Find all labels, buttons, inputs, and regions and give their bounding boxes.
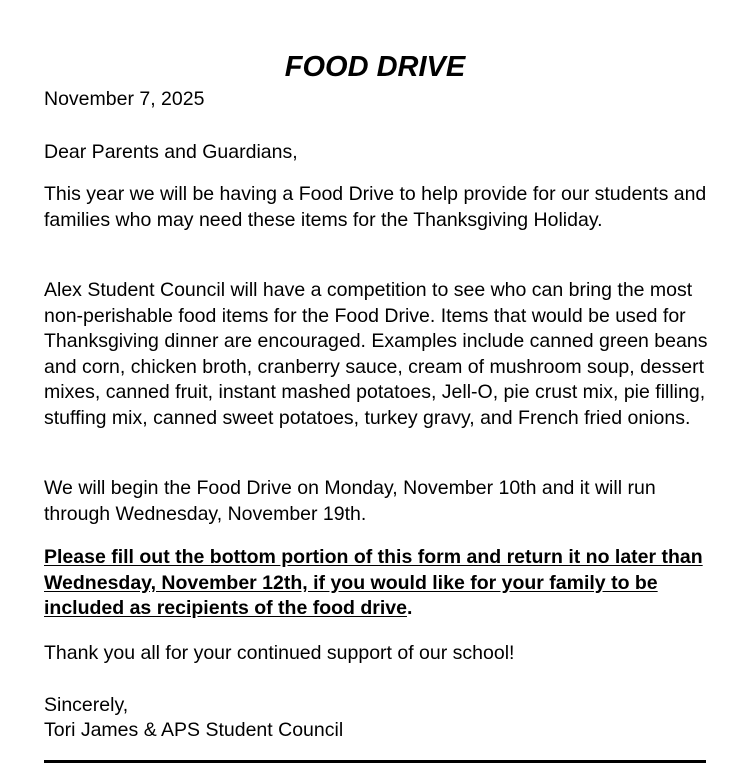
return-form-notice bbox=[44, 545, 709, 622]
paragraph-competition: Alex Student Council will have a competition to see who can bring the most non-perishable food items for the Food Drive. Items that would be used for Thanksgiving dinner are encouraged. Examples include canned green beans and corn, chicken broth, cranberry sauce, cream of mushroom soup, dessert mixes, canned fruit, instant mashed potatoes, Jell-O, pie crust mix, pie filling, stuffing mix, canned sweet potatoes, turkey gravy, and French fried onions. bbox=[44, 279, 708, 429]
letter-closing: Sincerely, bbox=[44, 694, 129, 716]
letter-title: FOOD DRIVE bbox=[284, 51, 466, 83]
cut-line-divider bbox=[44, 760, 706, 763]
letter-greeting: Dear Parents and Guardians, bbox=[44, 141, 298, 163]
paragraph-dates: We will begin the Food Drive on Monday, November 10th and it will run through Wednesday, November 19th. bbox=[44, 477, 656, 525]
thank-you-line: Thank you all for your continued support of our school! bbox=[44, 642, 515, 664]
return-form-notice-period: . bbox=[406, 597, 413, 619]
letter-date: November 7, 2025 bbox=[44, 88, 205, 110]
return-form-notice-underlined: Please fill out the bottom portion of this form and return it no later than Wednesday, November 12th, if you would like for your family to be included as recipients of the food drive bbox=[44, 546, 703, 619]
paragraph-purpose: This year we will be having a Food Drive to help provide for our students and families who may need these items for the Thanksgiving Holiday. bbox=[44, 183, 707, 231]
letter-signature: Tori James & APS Student Council bbox=[44, 719, 344, 741]
